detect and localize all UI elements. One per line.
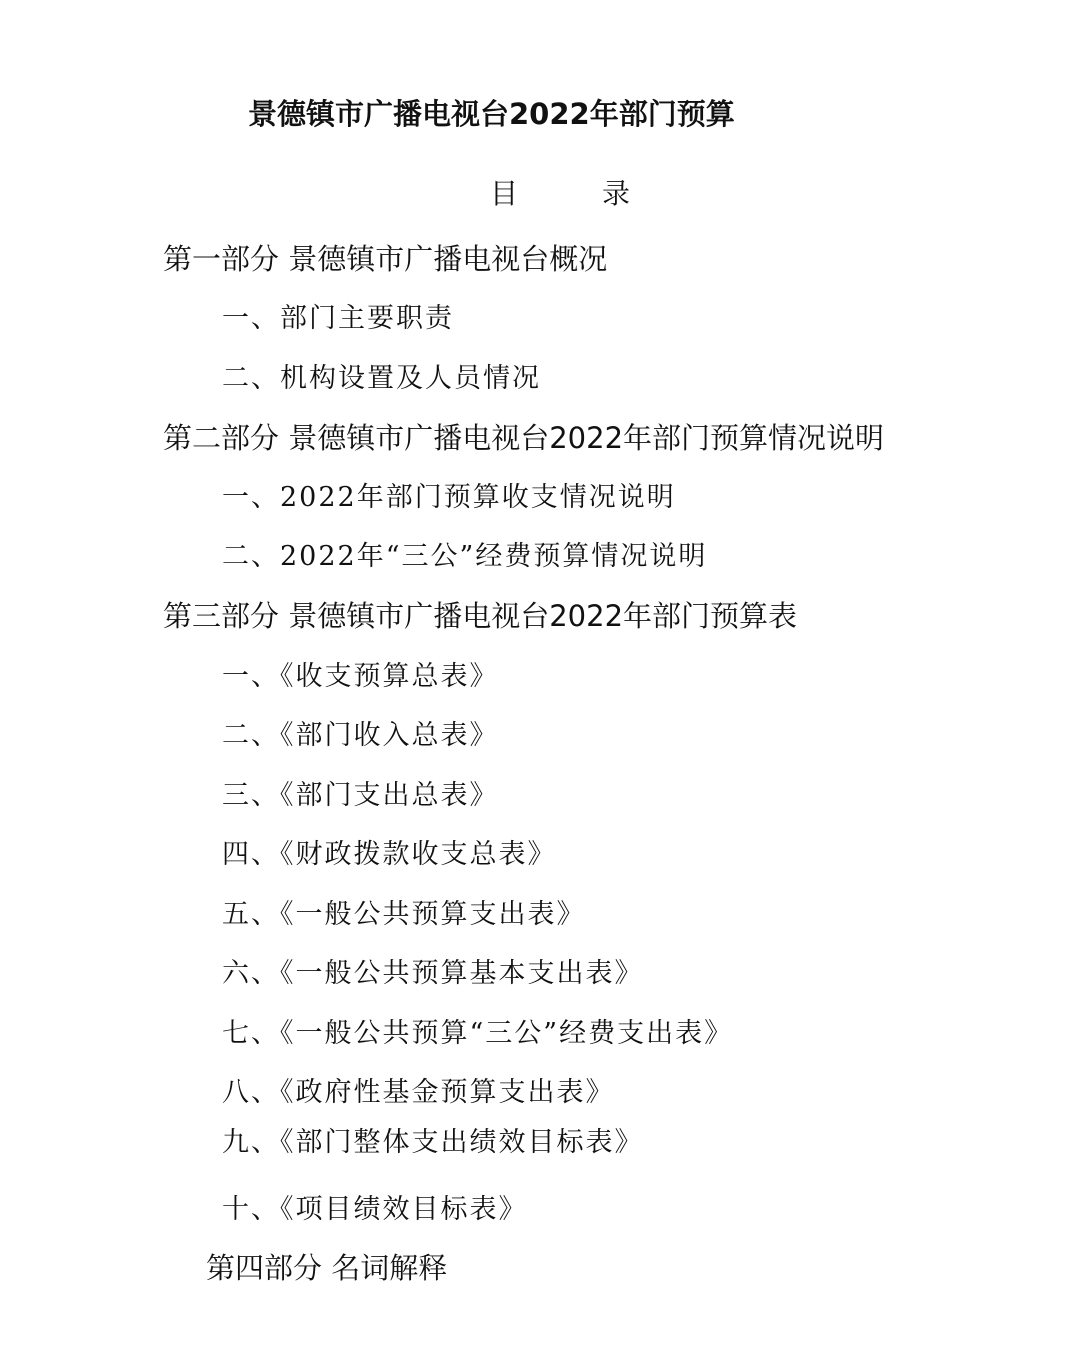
toc-item: 八、《政府性基金预算支出表》 — [222, 1077, 615, 1108]
toc-item: 五、《一般公共预算支出表》 — [222, 899, 586, 930]
toc-item: 一、《收支预算总表》 — [222, 661, 499, 692]
toc-item: 二、机构设置及人员情况 — [222, 363, 541, 394]
toc-item: 二、2022年“三公”经费预算情况说明 — [222, 541, 708, 572]
toc-part-3: 第三部分 景德镇市广播电视台2022年部门预算表 — [163, 599, 798, 633]
toc-item: 三、《部门支出总表》 — [222, 780, 499, 811]
toc-item: 一、2022年部门预算收支情况说明 — [222, 482, 676, 513]
toc-item: 二、《部门收入总表》 — [222, 720, 499, 751]
toc-item: 七、《一般公共预算“三公”经费支出表》 — [222, 1018, 734, 1049]
toc-part-2: 第二部分 景德镇市广播电视台2022年部门预算情况说明 — [163, 421, 885, 455]
toc-item: 十、《项目绩效目标表》 — [222, 1194, 528, 1225]
document-title: 景德镇市广播电视台2022年部门预算 — [248, 97, 735, 131]
toc-part-4: 第四部分 名词解释 — [206, 1251, 448, 1285]
toc-item: 六、《一般公共预算基本支出表》 — [222, 958, 644, 989]
toc-item: 四、《财政拨款收支总表》 — [222, 839, 557, 870]
toc-heading: 目 录 — [490, 177, 659, 210]
toc-item: 九、《部门整体支出绩效目标表》 — [222, 1127, 644, 1158]
toc-item: 一、部门主要职责 — [222, 303, 454, 334]
toc-part-1: 第一部分 景德镇市广播电视台概况 — [163, 242, 608, 276]
